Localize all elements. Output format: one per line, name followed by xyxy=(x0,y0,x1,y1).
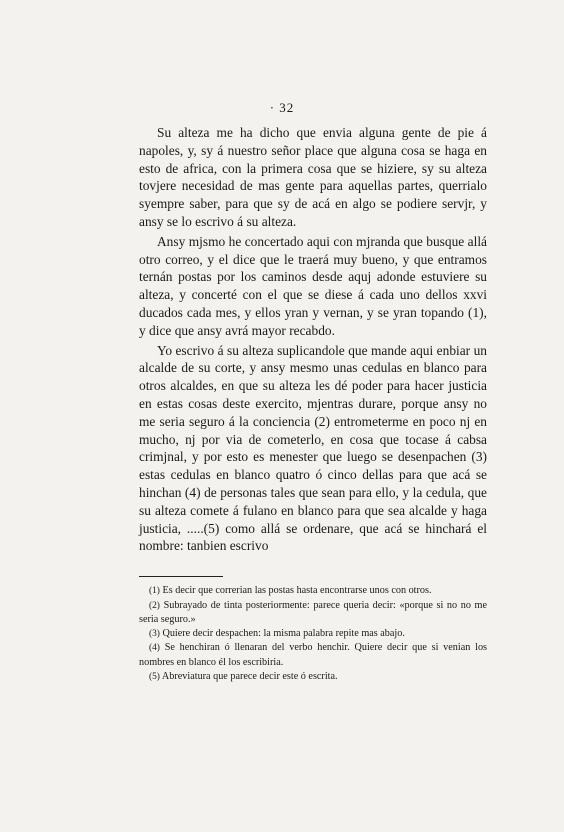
footnote-text: Es decir que correrian las postas hasta encontrarse unos con otros. xyxy=(162,585,432,596)
paragraph: Ansy mjsmo he concertado aqui con mjranda que busque allá otro correo, y el dice que le traerá muy bueno, y que entramos ternán postas por los caminos desde aquj adonde estuviere su alteza, y concerté con el que se diese á cada uno dellos xxvi ducados cada mes, y ellos yran y vernan, y se yran topando (1), y dice que ansy avrá mayor recabdo. xyxy=(139,233,487,338)
footnote-text: Abreviatura que parece decir este ó escrita. xyxy=(161,670,338,682)
footnote xyxy=(139,599,487,627)
footnote-mark: (2) xyxy=(149,600,160,611)
footnote-divider xyxy=(139,576,223,577)
body-text xyxy=(139,124,487,557)
footnote-mark: (3) xyxy=(149,628,160,639)
footnotes xyxy=(139,584,487,684)
footnote-mark: (4) xyxy=(149,643,160,654)
footnote-text: Quiere decir despachen: la misma palabra repite mas abajo. xyxy=(162,627,405,639)
footnote-mark: (5) xyxy=(149,671,160,682)
page-number: · 32 xyxy=(269,100,295,115)
paragraph: Yo escrivo á su alteza suplicandole que mande aqui enbiar un alcalde de su corte, y ansy mesmo unas cedulas en blanco para otros alcaldes, en que su alteza les dé poder para hacer justicia en estas cosas deste exercito, mjentras durare, porque ansy no me seria seguro á la conciencia (2) entrometerme en poco nj en mucho, nj por via de cometerlo, en cosa que tocase á cabsa crimjnal, y por esto es menester que luego se desenpachen (3) estas cedulas en blanco quatro ó cinco dellas para que acá se hinchan (4) de personas tales que sean para ello, y la cedula, que su alteza comete á fulano en blanco para que sea alcalde y haga justicia, .....(5) como allá se ordenare, que acá se hinchará el nombre: tanbien escrivo xyxy=(139,342,487,554)
footnote xyxy=(139,670,487,685)
footnote xyxy=(139,641,487,669)
footnote-mark: (1) xyxy=(149,586,160,596)
paragraph: Su alteza me ha dicho que envia alguna gente de pie á napoles, y, sy á nuestro señor place que alguna cosa se haga en esto de africa, con la primera cosa que se hiziere, sy su alteza tovjere necesidad de mas gente para aquellas partes, querrialo syempre saber, para que sy de acá en algo se podiere servjr, y ansy se lo escrivo á su alteza. xyxy=(139,125,487,229)
footnote xyxy=(139,627,487,642)
footnote xyxy=(139,584,487,599)
footnote-text: Subrayado de tinta posteriormente: parece queria decir: «porque si no no me seria seguro.» xyxy=(139,599,487,626)
footnote-text: Se henchiran ó llenaran del verbo henchir. Quiere decir que si venian los nombres en blanco él los escribiria. xyxy=(139,642,487,668)
